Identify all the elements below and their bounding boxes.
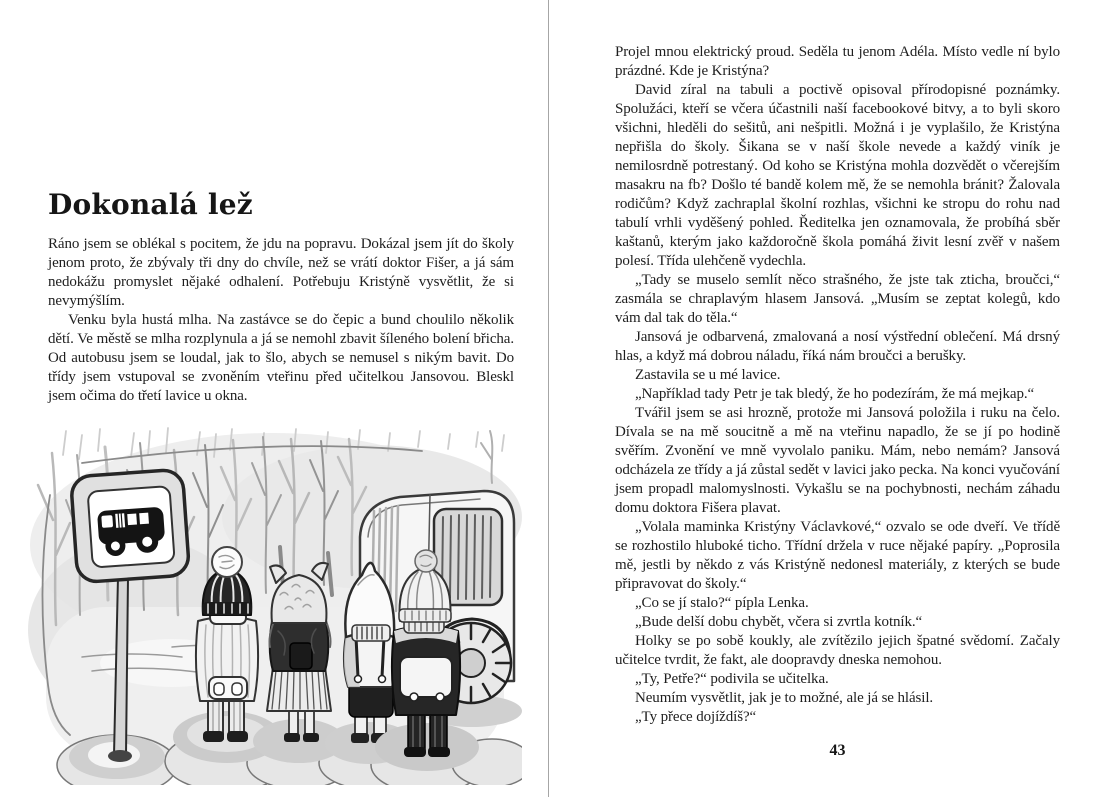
paragraph: „Co se jí stalo?“ pípla Lenka. — [635, 595, 809, 611]
right-page-text — [615, 43, 1060, 727]
bus-stop-illustration — [22, 425, 522, 785]
paragraph: Holky se po sobě koukly, ale zvítězilo jejich špatné svědomí. Začaly učitelce tvrdit, že fakt, ale doopravdy dneska nemohou. — [615, 633, 1060, 668]
paragraph: „Například tady Petr je tak bledý, že ho podezírám, že má mejkap.“ — [635, 386, 1035, 402]
paragraph: „Ty přece dojíždíš?“ — [635, 709, 757, 725]
paragraph: „Ty, Petře?“ podivila se učitelka. — [635, 671, 829, 687]
paragraph: Ráno jsem se oblékal s pocitem, že jdu na popravu. Dokázal jsem jít do školy jenom proto, že zbývaly tři dny do chvíle, než se vrátí doktor Fišer, a já sám nedokážu promyslet nějaké odhalení. Potřebuju Kristýně vysvětlit, že si nevymýšlím. — [48, 236, 514, 309]
paragraph: „Volala maminka Kristýny Václavkové,“ ozvalo se ode dveří. Ve třídě se rozhostilo hluboké ticho. Třídní držela v ruce nějaké papíry. „Poprosila mě, jestli by někdo z vás Kristýně nedonesl materiály, z kterých se bude připravovat do školy.“ — [615, 519, 1060, 592]
page-number: 43 — [829, 742, 846, 759]
page-gutter — [548, 0, 549, 797]
paragraph: Projel mnou elektrický proud. Seděla tu jenom Adéla. Místo vedle ní bylo prázdné. Kde je Kristýna? — [615, 44, 1060, 79]
paragraph: Tvářil jsem se asi hrozně, protože mi Jansová položila i ruku na čelo. Dívala se na mě soucitně a mě na vteřinu napadlo, že se jí po hodině svěřím. Zvonění ve mně vyvolalo paniku. Mám, nebo nemám? Jansová odcházela ze třídy a já zůstal sedět v lavici jako pecka. Na konci vyučování jsem propadl malomyslnosti. Vykašlu se na pochybnosti, nechám záhadu domu doktora Fišera plavat. — [615, 405, 1060, 516]
paragraph: „Tady se muselo semlít něco strašného, že jste tak zticha, broučci,“ zasmála se chraplavým hlasem Jansová. „Musím se zeptat kolegů, kdo vám dal tak do těla.“ — [615, 272, 1060, 326]
paragraph: „Bude delší dobu chybět, včera si zvrtla kotník.“ — [635, 614, 923, 630]
chapter-title: Dokonalá lež — [48, 188, 253, 221]
paragraph: Venku byla hustá mlha. Na zastávce se do čepic a bund choulilo několik dětí. Ve městě se mlha rozplynula a já se nemohl zbavit šíleného bolení břicha. Od autobusu jsem se loudal, jak to šlo, abych se nemusel s nikým bavit. Do třídy jsem vstupoval se zvoněním vteřinu před učitelkou Jansovou. Bleskl jsem očima do třetí lavice u okna. — [48, 312, 514, 404]
paragraph: Neumím vysvětlit, jak je to možné, ale já se hlásil. — [635, 690, 934, 706]
paragraph: Zastavila se u mé lavice. — [635, 367, 781, 383]
paragraph: Jansová je odbarvená, zmalovaná a nosí výstřední oblečení. Má drsný hlas, a když má dobrou náladu, říká nám broučci a berušky. — [615, 329, 1060, 364]
paragraph: David zíral na tabuli a poctivě opisoval přírodopisné poznámky. Spolužáci, kteří se včera účastnili naší facebookové bitvy, a to byli skoro všichni, hleděli do sešitů, ani nešpitli. Možná i je vyplašilo, že Kristýna nepřišla do školy. Šikana se v naší škole nevede a každý viník je nemilosrdně potrestaný. Od koho se Kristýna mohla dozvědět o včerejším masakru na fb? Došlo té bandě kolem mě, že se nemohla bránit? Žalovala rodičům? Když zachraplal školní rozhlas, všichni ke stropu do rohu nad tabulí vrhli vyděšený pohled. Ředitelka jen oznamovala, že probíhá sběr kaštanů, kterým jako každoročně škola pomáhá živit lesní zvěř v našem polesí. Třída ulehčeně vydechla. — [615, 82, 1060, 269]
left-page-text — [48, 235, 514, 406]
